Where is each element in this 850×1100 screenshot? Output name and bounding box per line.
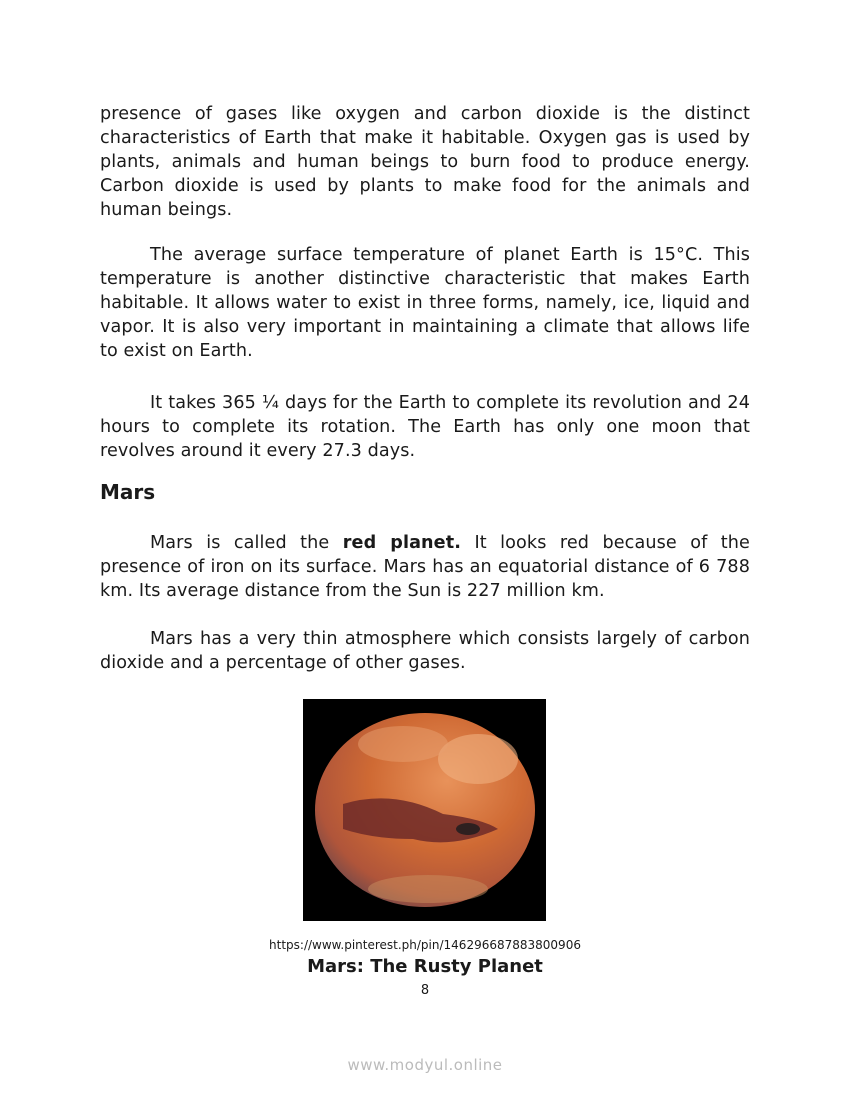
figure-caption: Mars: The Rusty Planet	[307, 956, 543, 977]
paragraph-earth-revolution: It takes 365 ¼ days for the Earth to complete its revolution and 24 hours to complete its rotation. The Earth has only one moon that revolves around it every 27.3 days.	[100, 393, 750, 461]
paragraph-mars-intro	[100, 531, 750, 603]
watermark: www.modyul.online	[347, 1056, 503, 1074]
image-source-url: https://www.pinterest.ph/pin/146296687883800906	[269, 938, 581, 952]
text: Mars is called the	[150, 533, 343, 553]
mars-image	[303, 699, 546, 921]
paragraph-earth-gases: presence of gases like oxygen and carbon dioxide is the distinct characteristics of Earth that make it habitable. Oxygen gas is used by plants, animals and human beings to burn food to produce energy. Carbon dioxide is used by plants to make food for the animals and human beings.	[100, 104, 750, 220]
section-heading-mars: Mars	[100, 480, 156, 504]
paragraph-earth-temperature: The average surface temperature of planet Earth is 15°C. This temperature is another distinctive characteristic that makes Earth habitable. It allows water to exist in three forms, namely, ice, liquid and vapor. It is also very important in maintaining a climate that allows life to exist on Earth.	[100, 245, 750, 361]
text: It looks red because of the presence of iron on its surface. Mars has an equatorial distance of 6 788 km. Its average distance from the Sun is 227 million km.	[100, 533, 750, 601]
paragraph-mars-atmosphere: Mars has a very thin atmosphere which consists largely of carbon dioxide and a percentage of other gases.	[100, 629, 750, 673]
bold-term: red planet.	[342, 533, 462, 553]
page-number: 8	[420, 983, 430, 998]
